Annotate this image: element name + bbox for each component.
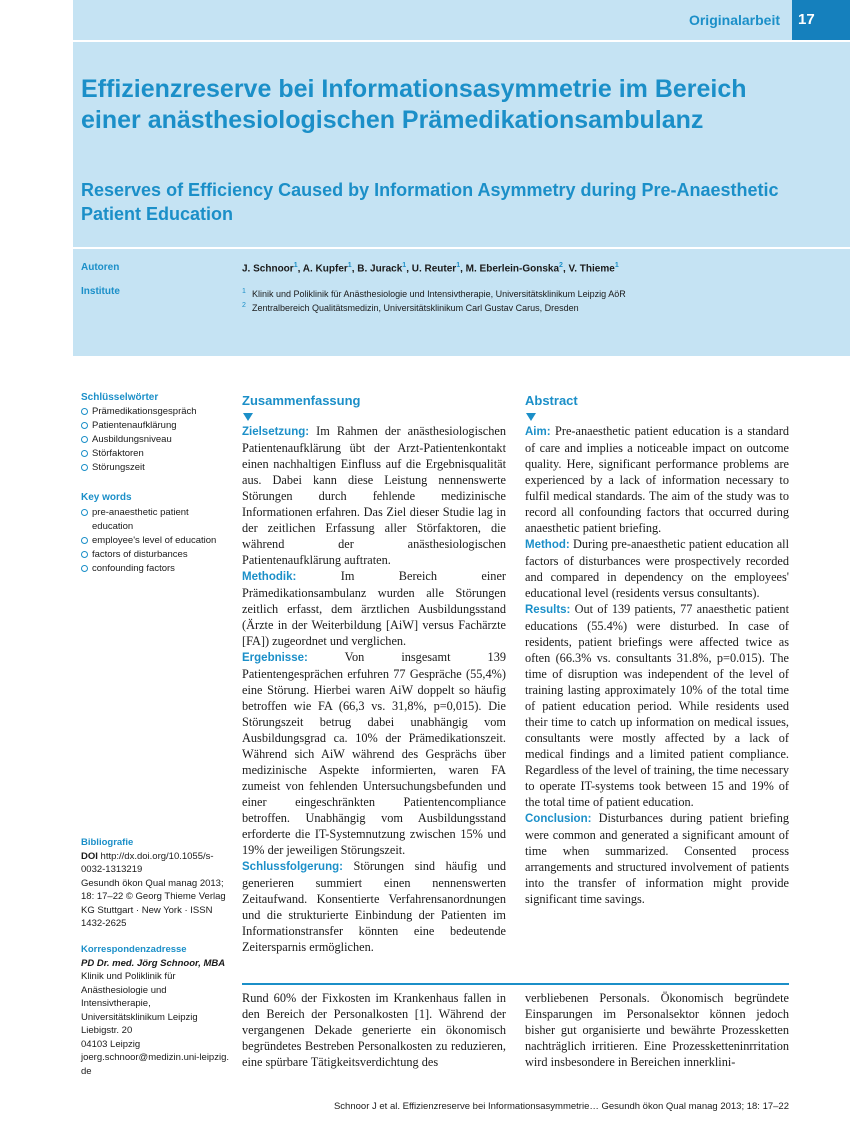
article-title-german: Effizienzreserve bei Informationsasymmetrie im Bereich einer anästhesiologischen Prämedikationsambulanz bbox=[81, 75, 747, 134]
doi-line bbox=[81, 850, 231, 877]
author-name: A. Kupfer bbox=[302, 263, 348, 275]
abstract-english-text bbox=[525, 423, 789, 907]
keywords-de-heading: Schlüsselwörter bbox=[81, 392, 159, 403]
keywords-en-list bbox=[81, 506, 231, 576]
correspondence-heading: Korrespondenzadresse bbox=[81, 944, 187, 955]
abstract-section-label: Aim: bbox=[525, 426, 551, 438]
correspondence-lines bbox=[81, 970, 231, 1078]
author-affiliation: 1 bbox=[614, 262, 619, 269]
keyword-item: Störungszeit bbox=[81, 461, 231, 475]
keyword-item: Störfaktoren bbox=[81, 447, 231, 461]
correspondence-name: PD Dr. med. Jörg Schnoor, MBA bbox=[81, 957, 226, 969]
body-text-left: Rund 60% der Fixkosten im Krankenhaus fallen in den Bereich der Personalkosten [1]. Während der vergangenen Dekade generierte ein ökonomisch begründetes Bestreben Personalkosten zu reduzieren, eine spürbare Tätigkeitsverdichtung des bbox=[242, 991, 506, 1069]
body-text-right: verbliebenen Personals. Ökonomisch begründete Einsparungen im Personalsektor können jedoch bisher gut organisierte und bewährte Prozessketten nachträglich irritieren. Eine Prozessketteninrritation wird insbesondere in Bereichen innerklini- bbox=[525, 991, 789, 1069]
keywords-en-heading: Key words bbox=[81, 492, 132, 503]
abstract-section-label: Zielsetzung: bbox=[242, 426, 310, 438]
institute-number: 1 bbox=[242, 288, 246, 295]
abstract-section-text: Im Rahmen der anästhesiologischen Patientenaufklärung übt der Arzt-Patientenkontakt einen nachhaltigen Einfluss auf die Ergebnisqualität aus. Dabei kann diese Leistung nennenswerte Störungen durch fehlende medizinische Informationen erfahren. Das Ziel dieser Studie lag in der zeitlichen Erfassung aller Störfaktoren, die während der anästhesiologischen Patientenaufklärung auftraten. bbox=[242, 424, 507, 567]
correspondence-line: Klinik und Poliklinik für Anästhesiologie und Intensivtherapie, bbox=[81, 971, 176, 1009]
bibliography-heading: Bibliografie bbox=[81, 837, 134, 848]
section-divider bbox=[242, 983, 789, 985]
abstract-german bbox=[242, 392, 506, 955]
correspondence-line: Universitätsklinikum Leipzig bbox=[81, 1011, 198, 1023]
article-title-english: Reserves of Efficiency Caused by Information Asymmetry during Pre-Anaesthetic Patient Education bbox=[81, 180, 779, 224]
author-affiliation: 2 bbox=[559, 262, 563, 269]
page-number: 17 bbox=[792, 0, 850, 40]
institute-list bbox=[242, 286, 626, 314]
author-list: J. Schnoor$^1$, A. Kupfer$^1$, B. Jurack$^1$, U. Reuter$^1$, M. Eberlein-Gonska$^2$, V. Thieme$^1$ bbox=[242, 262, 619, 275]
bibliography bbox=[81, 836, 231, 931]
abstract-section-label: Schlussfolgerung: bbox=[242, 861, 343, 873]
author-affiliation: 1 bbox=[347, 262, 352, 269]
institute-entry bbox=[242, 286, 626, 300]
abstract-section-text: Störungen sind häufig und generieren summiert einen nennenswerten Zeitaufwand. Konsentierte Verfahrensanordnungen und die strukturierte Einbindung der Patienten im Informationstransfer könnten eine bedeutende Zeitersparnis ermöglichen. bbox=[242, 859, 506, 954]
abstract-section-label: Results: bbox=[525, 604, 571, 616]
author-name: M. Eberlein-Gonska bbox=[465, 263, 560, 275]
abstract-section-label: Method: bbox=[525, 539, 570, 551]
abstract-german-heading: Zusammenfassung bbox=[242, 393, 361, 408]
keyword-item: pre-anaesthetic patient education bbox=[81, 506, 231, 534]
section-label: Originalarbeit bbox=[688, 12, 780, 28]
author-affiliation: 1 bbox=[293, 262, 298, 269]
abstract-section-text: Disturbances during patient briefing were common and generated a significant amount of time when summarized. Consented process arrangements and structured involvement of patients into the transfer of information might provide significant time savings. bbox=[525, 811, 789, 906]
triangle-marker-icon bbox=[243, 413, 253, 421]
abstract-section-text: Pre-anaesthetic patient education is a standard of care and implies a noticeable impact on outcome quality. Here, significant performance problems are experienced by a lack of information necessary to fulfil medical standards. The aim of the study was to record all confounding factors that occurred during anaesthetic patient briefing. bbox=[525, 424, 790, 535]
institutes-label: Institute bbox=[81, 286, 120, 297]
author-name: B. Jurack bbox=[357, 263, 403, 275]
author-affiliation: 1 bbox=[456, 262, 461, 269]
keyword-item: factors of disturbances bbox=[81, 548, 231, 562]
abstract-english-heading: Abstract bbox=[525, 393, 578, 408]
abstract-section-text: Out of 139 patients, 77 anaesthetic patient educations (55.4%) were disturbed. In case of residents, patient briefings were affected twice as often (66.3% vs. consultants 31.8%, p=0.015). The time of disruption was independent of the level of training lasting approximately 10% of the total time of patient education period. While residents used their time to catch up information on medical issues, consultants were mostly affected by a lack of medical findings and a limited patient compliance. Regardless of the level of training, the time necessary to operate IT-systems took between 15 and 19% of the total time of patient education. bbox=[525, 602, 789, 809]
abstract-section-label: Methodik: bbox=[242, 571, 297, 583]
institute-text: Zentralbereich Qualitätsmedizin, Universitätsklinikum Carl Gustav Carus, Dresden bbox=[252, 303, 579, 313]
correspondence-address bbox=[81, 943, 231, 1078]
correspondence-line: Liebigstr. 20 bbox=[81, 1025, 133, 1036]
abstract-section-text: During pre-anaesthetic patient education all factors of disturbances were prospectively recorded and compared in dependency on the employees' educational level (residents versus consultants). bbox=[525, 537, 789, 600]
abstract-german-text bbox=[242, 423, 506, 955]
correspondence-line: 04103 Leipzig bbox=[81, 1038, 141, 1050]
keyword-item: confounding factors bbox=[81, 562, 231, 576]
abstract-section-label: Conclusion: bbox=[525, 813, 592, 825]
keyword-item: Prämedikationsgespräch bbox=[81, 405, 231, 419]
keyword-item: Ausbildungsniveau bbox=[81, 433, 231, 447]
author-name: J. Schnoor bbox=[242, 263, 294, 275]
institute-entry bbox=[242, 300, 626, 314]
doi-link[interactable]: http://dx.doi.org/10.1055/s-0032-1313219 bbox=[81, 850, 214, 875]
correspondence-email[interactable]: joerg.schnoor@medizin.uni-leipzig.de bbox=[81, 1052, 229, 1077]
keyword-item: employee's level of education bbox=[81, 534, 231, 548]
page-footer: Schnoor J et al. Effizienzreserve bei Informationsasymmetrie… Gesundh ökon Qual manag 2013; 18: 17–22 bbox=[333, 1101, 789, 1112]
abstract-english bbox=[525, 392, 789, 907]
citation-info: Gesundh ökon Qual manag 2013; 18: 17–22 © Georg Thieme Verlag KG Stuttgart · New York · ISSN 1432-2625 bbox=[81, 877, 226, 929]
institute-number: 2 bbox=[242, 302, 246, 309]
triangle-marker-icon bbox=[526, 413, 536, 421]
institute-text: Klinik und Poliklinik für Anästhesiologie und Intensivtherapie, Universitätsklinikum Leipzig AöR bbox=[252, 289, 626, 299]
authors-label: Autoren bbox=[81, 262, 120, 273]
keyword-item: Patientenaufklärung bbox=[81, 419, 231, 433]
abstract-section-text: Von insgesamt 139 Patientengesprächen erfuhren 77 Gespräche (55,4%) eine Störung. Hierbei waren AiW doppelt so häufig betroffen wie FA (66,3 vs. 31,8%, p=0,015). Die Störungszeit betrug dabei unabhängig vom Ausbildungsgrad ca. 10% der Prämedikationszeit. Während sich AiW während des Gesprächs über medizinische Aspekte informierten, waren FA zumeist von fehlenden Untersuchungsbefunden und einer eingeschränkten Patientencompliance betroffen. Unabhängig vom Ausbildungsstand erforderte die IT-Systemnutzung zwischen 15% und 19% der jeweiligen Störungszeit. bbox=[242, 650, 506, 857]
author-name: V. Thieme bbox=[568, 263, 615, 275]
author-name: U. Reuter bbox=[411, 263, 457, 275]
author-affiliation: 1 bbox=[402, 262, 407, 269]
abstract-section-text: Im Bereich einer Prämedikationsambulanz wurden alle Störungen zeitlich erfasst, dem ärztlichen Ausbildungsstand (Ärzte in der Weiterbildung [AiW] versus Fachärzte [FA]) zugeordnet und verglichen. bbox=[242, 569, 506, 648]
abstract-section-label: Ergebnisse: bbox=[242, 652, 308, 664]
doi-label: DOI bbox=[81, 850, 98, 862]
keywords-de-list bbox=[81, 405, 231, 475]
